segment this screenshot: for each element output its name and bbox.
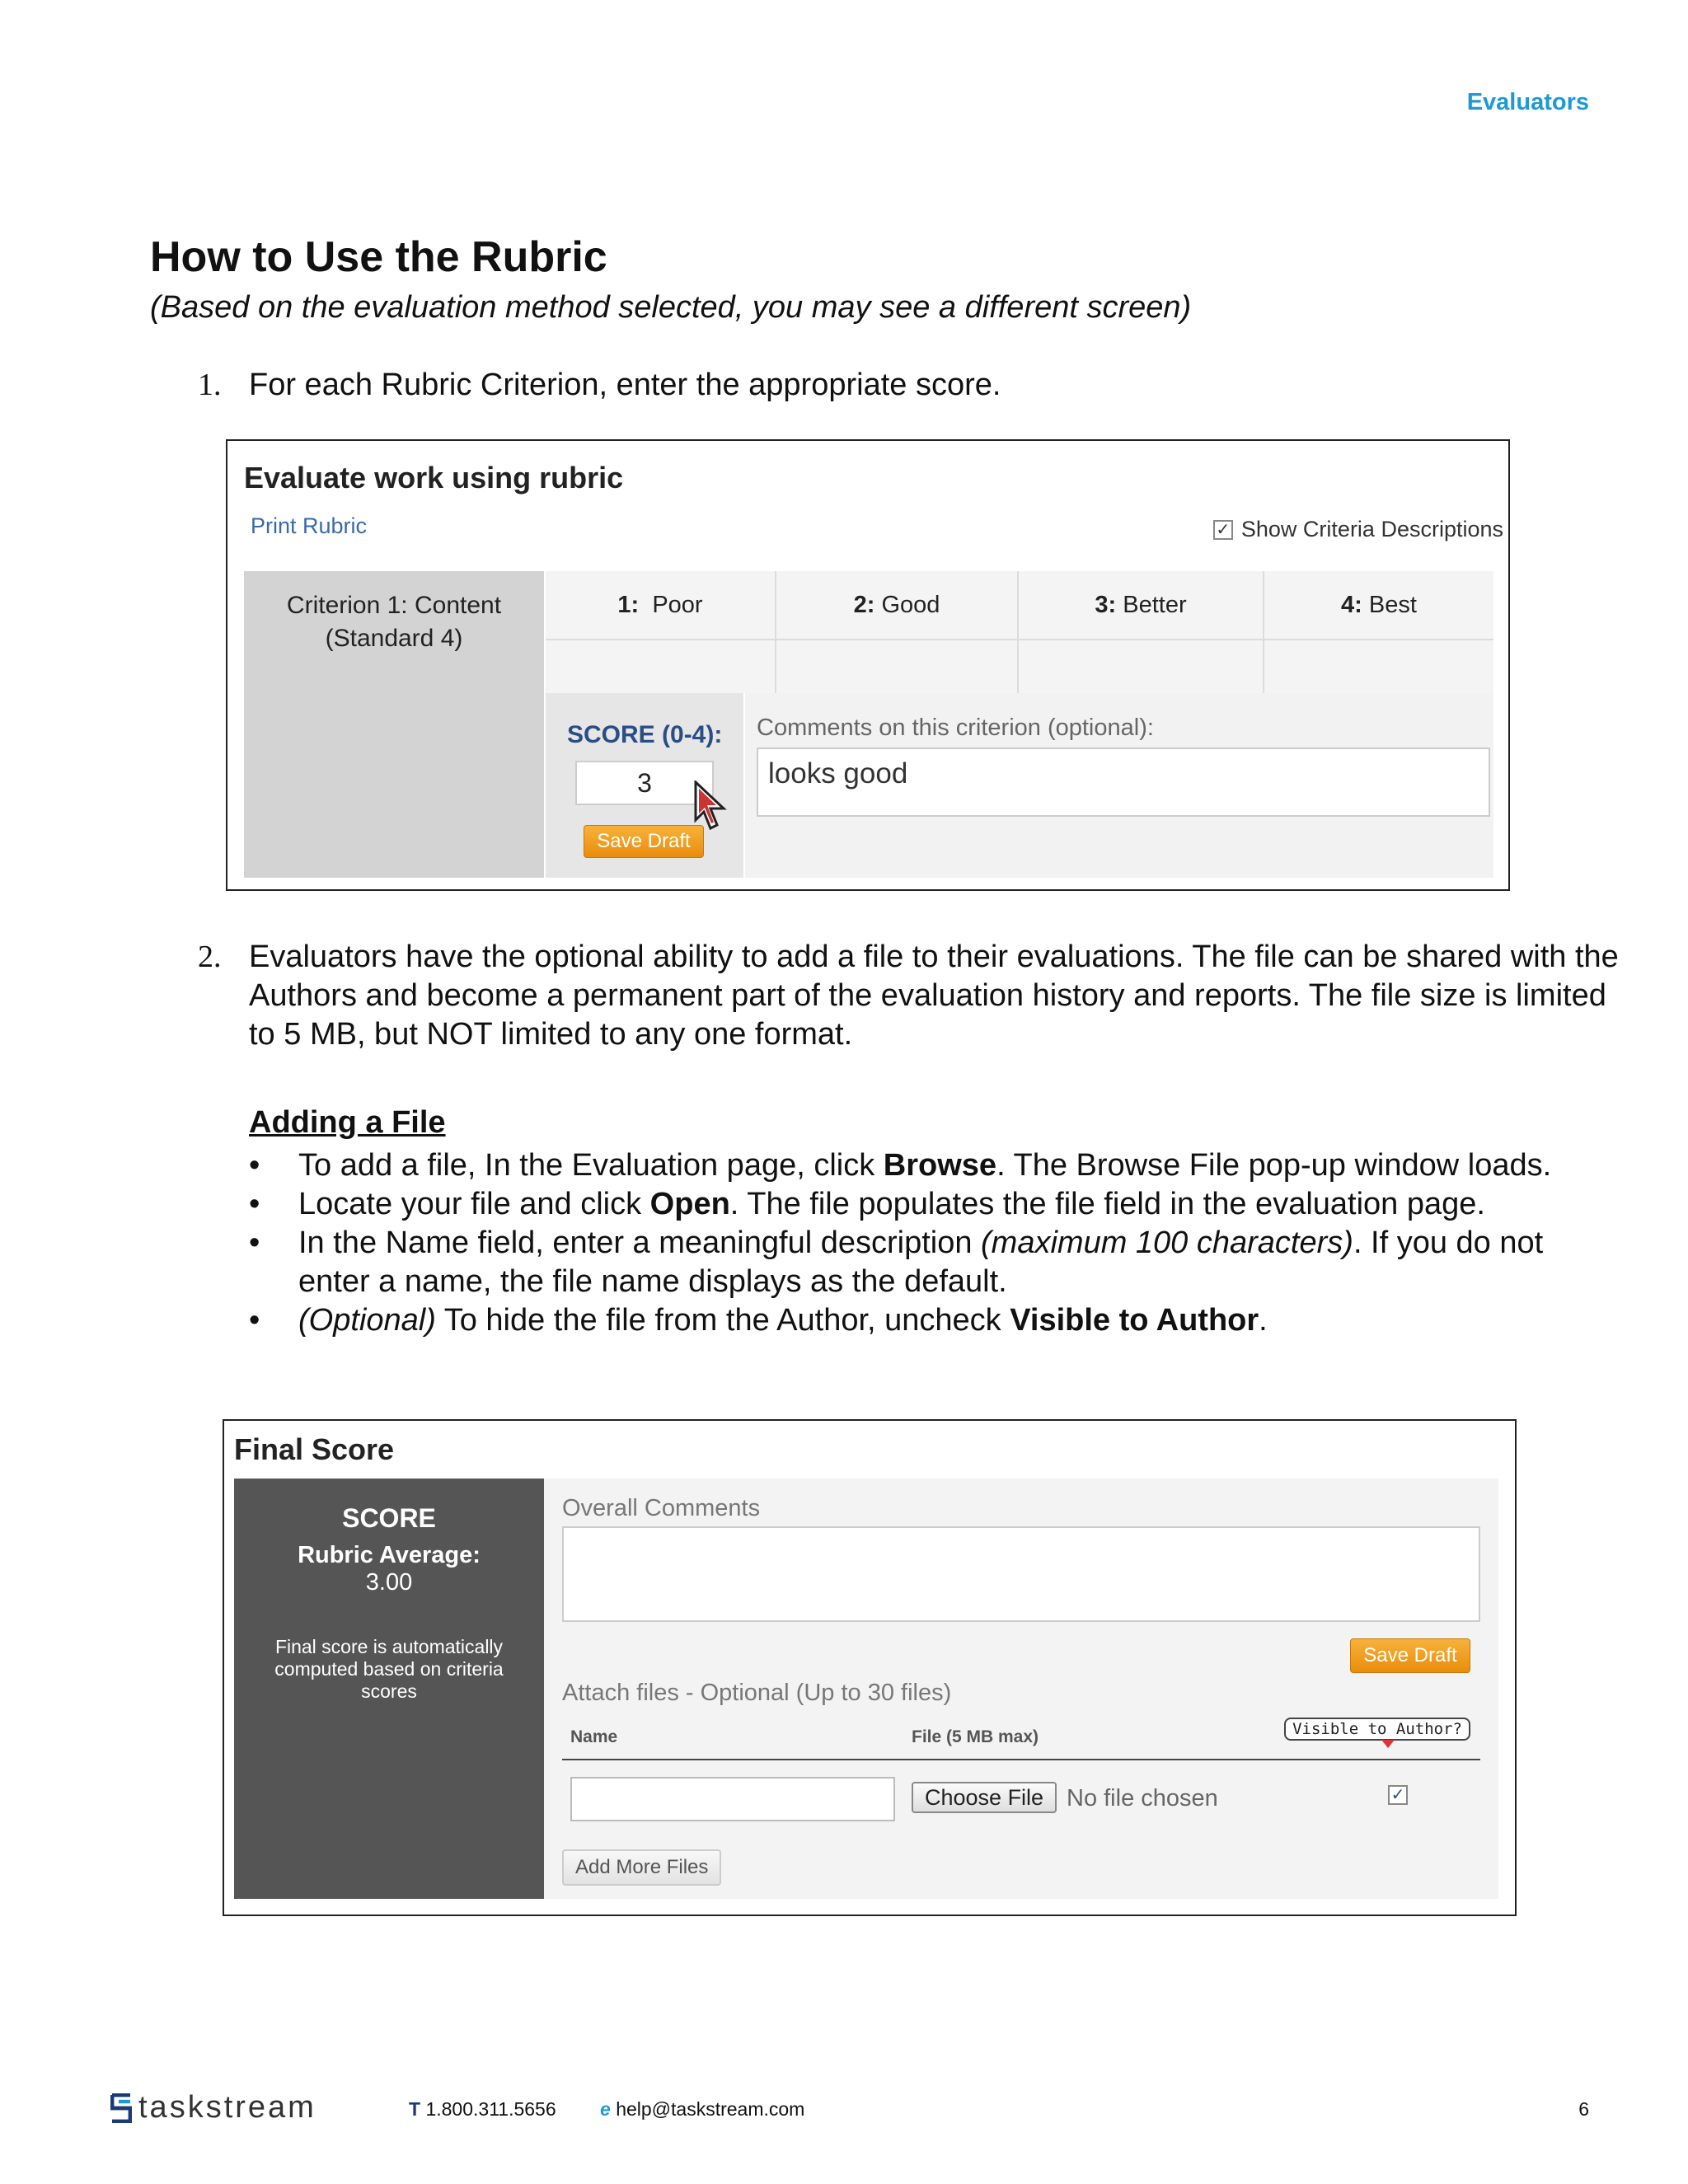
- criterion-cell: [244, 571, 544, 878]
- adding-file-heading: Adding a File: [249, 1105, 446, 1140]
- save-draft-button[interactable]: Save Draft: [584, 825, 704, 858]
- adding-file-list: [249, 1146, 1617, 1340]
- level-2[interactable]: [776, 571, 1019, 693]
- bullet-bold: Browse: [883, 1148, 997, 1183]
- bullet-text: .: [1259, 1303, 1268, 1338]
- phone-number: 1.800.311.5656: [425, 2098, 556, 2120]
- visible-to-author-checkbox[interactable]: ✓: [1388, 1785, 1408, 1805]
- level-number: 3:: [1095, 592, 1117, 618]
- file-name-input[interactable]: [570, 1777, 895, 1821]
- final-score-main: [544, 1479, 1498, 1899]
- rubric-levels: [546, 571, 1493, 693]
- level-number: 4:: [1341, 592, 1362, 618]
- final-score-screenshot: [223, 1419, 1517, 1916]
- page-title: How to Use the Rubric: [150, 233, 607, 281]
- auto-score-note: Final score is automatically computed based on criteria scores: [274, 1636, 504, 1702]
- rubric-average-value: 3.00: [365, 1569, 413, 1596]
- bullet-italic: (Optional): [298, 1303, 436, 1338]
- level-1[interactable]: [546, 571, 776, 693]
- taskstream-logo: [110, 2090, 316, 2125]
- list-item: • (Optional) To hide the file from the Author, uncheck Visible to Author.: [249, 1303, 1268, 1338]
- bullet-text: . The Browse File pop-up window loads.: [996, 1148, 1552, 1183]
- bullet-bold: Open: [649, 1187, 730, 1221]
- section-label: Evaluators: [1466, 89, 1589, 115]
- bullet-text: . If you do not enter a name, the file name displays as the default.: [298, 1226, 1544, 1299]
- score-panel: [234, 1479, 544, 1899]
- footer-email: [600, 2098, 804, 2121]
- final-score-title: Final Score: [234, 1432, 395, 1466]
- attach-files-label: Attach files - Optional (Up to 30 files): [562, 1680, 952, 1706]
- step-number: 2.: [198, 940, 222, 974]
- level-name: Poor: [652, 592, 703, 618]
- divider: [562, 1759, 1480, 1760]
- add-more-files-button[interactable]: Add More Files: [562, 1849, 721, 1886]
- bullet-text: To add a file, In the Evaluation page, click: [298, 1148, 884, 1183]
- level-number: 1:: [617, 592, 640, 618]
- bullet-text: In the Name field, enter a meaningful description: [298, 1226, 982, 1260]
- no-file-text: No file chosen: [1067, 1785, 1218, 1811]
- level-3[interactable]: [1019, 571, 1264, 693]
- bullet-italic: (maximum 100 characters): [981, 1226, 1353, 1260]
- step-text: Evaluators have the optional ability to add a file to their evaluations. The file can be shared with the Authors and become a permanent part of the evaluation history and reports. The file size is limited to 5 MB, but NOT limited to any one format.: [249, 940, 1619, 1052]
- rubric-average-label: Rubric Average:: [298, 1542, 481, 1568]
- rubric-title: Evaluate work using rubric: [244, 461, 624, 494]
- logo-text: taskstream: [138, 2090, 316, 2125]
- name-column-header: Name: [570, 1727, 618, 1746]
- overall-comments-input[interactable]: [562, 1526, 1480, 1622]
- list-item: • Locate your file and click Open. The file populates the file field in the evaluation page.: [249, 1187, 1485, 1221]
- save-draft-button[interactable]: Save Draft: [1350, 1638, 1470, 1673]
- level-name: Good: [881, 592, 940, 618]
- score-heading: SCORE: [342, 1503, 436, 1533]
- bullet-bold: Visible to Author: [1010, 1303, 1259, 1338]
- taskstream-logo-icon: [110, 2093, 132, 2123]
- step-number: 1.: [198, 368, 222, 402]
- level-number: 2:: [853, 592, 875, 618]
- rubric-screenshot: [226, 439, 1510, 891]
- mouse-cursor-icon: [694, 780, 730, 832]
- list-item: • In the Name field, enter a meaningful description (maximum 100 characters). If you do not enter a name, the file name displays as the default.: [249, 1226, 1544, 1299]
- visible-to-author-tooltip: Visible to Author?: [1284, 1718, 1470, 1741]
- show-criteria-toggle[interactable]: [1213, 517, 1503, 542]
- score-input[interactable]: 3: [575, 761, 714, 805]
- show-criteria-label: Show Criteria Descriptions: [1240, 517, 1503, 541]
- bullet-text: . The file populates the file field in the evaluation page.: [729, 1187, 1485, 1221]
- overall-comments-label: Overall Comments: [562, 1495, 761, 1521]
- level-4[interactable]: [1264, 571, 1493, 693]
- page-subtitle: (Based on the evaluation method selected, you may see a different screen): [150, 290, 1192, 325]
- bullet-text: To hide the file from the Author, uncheck: [435, 1303, 1010, 1338]
- email-prefix: e: [600, 2098, 611, 2120]
- bullet-text: Locate your file and click: [298, 1187, 650, 1221]
- level-name: Best: [1368, 592, 1417, 618]
- level-name: Better: [1123, 592, 1187, 618]
- page-number: 6: [1578, 2098, 1589, 2120]
- criterion-name: Criterion 1: Content: [286, 592, 502, 619]
- step-text: For each Rubric Criterion, enter the appropriate score.: [249, 368, 1001, 402]
- criterion-standard: (Standard 4): [325, 625, 463, 652]
- comment-area: [745, 693, 1493, 878]
- phone-prefix: T: [409, 2098, 421, 2120]
- footer-phone: [409, 2098, 556, 2121]
- file-column-header: File (5 MB max): [912, 1727, 1039, 1746]
- list-item: • To add a file, In the Evaluation page, click Browse. The Browse File pop-up window loads.: [249, 1148, 1552, 1183]
- checkbox-checked-icon[interactable]: ✓: [1213, 520, 1233, 540]
- choose-file-button[interactable]: Choose File: [912, 1782, 1057, 1813]
- print-rubric-link[interactable]: Print Rubric: [251, 513, 368, 538]
- email-address[interactable]: help@taskstream.com: [616, 2098, 805, 2120]
- score-label: SCORE (0-4):: [567, 721, 723, 748]
- comment-input[interactable]: looks good: [757, 748, 1490, 817]
- comments-label: Comments on this criterion (optional):: [757, 715, 1154, 741]
